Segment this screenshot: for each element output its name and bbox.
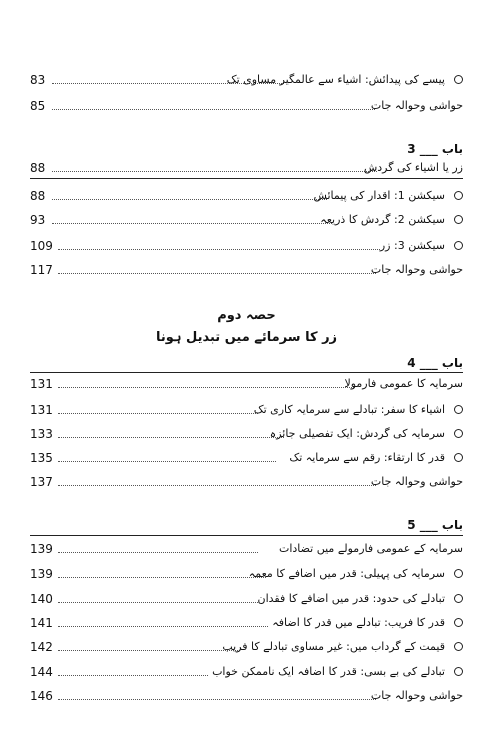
bullet-icon — [454, 618, 463, 627]
page-number: 117 — [30, 263, 53, 277]
entry-title: تبادلے کی بے بسی: قدر کا اضافہ ایک ناممکن خواب — [212, 665, 445, 678]
dot-leader — [58, 577, 266, 578]
page-number: 88 — [30, 189, 46, 203]
bullet-icon — [454, 429, 463, 438]
dot-leader — [58, 699, 376, 700]
toc-entry[interactable] — [30, 260, 463, 280]
entry-title: قدر کا ارتقاء: رقم سے سرمایہ تک — [289, 451, 445, 464]
entry-title: قدر کا فریب: تبادلے میں قدر کا اضافہ — [272, 616, 445, 629]
toc-entry[interactable] — [30, 589, 463, 609]
chapter-heading: باب ___ 3 — [407, 142, 463, 156]
dot-leader — [52, 199, 327, 200]
bullet-icon — [454, 241, 463, 250]
entry-title: حواشی وحوالہ جات — [370, 99, 463, 112]
dot-leader — [58, 485, 376, 486]
toc-entry[interactable] — [30, 613, 463, 633]
toc-entry[interactable] — [30, 236, 463, 256]
entry-title: سیکشن 2: گردش کا ذریعہ — [320, 213, 445, 226]
part-label: حصہ دوم — [217, 308, 276, 323]
dot-leader — [58, 626, 268, 627]
toc-entry[interactable] — [30, 96, 463, 116]
bullet-icon — [454, 453, 463, 462]
page-number: 109 — [30, 239, 53, 253]
divider — [30, 535, 463, 536]
dot-leader — [58, 650, 238, 651]
dot-leader — [58, 387, 354, 388]
dot-leader — [58, 675, 208, 676]
entry-title: حواشی وحوالہ جات — [370, 263, 463, 276]
toc-entry[interactable] — [30, 400, 463, 420]
entry-title: سرمایہ کی پہیلی: قدر میں اضافے کا معمہ — [248, 567, 445, 580]
page-number: 141 — [30, 616, 53, 630]
dot-leader — [58, 249, 380, 250]
toc-entry[interactable] — [30, 424, 463, 444]
toc-entry[interactable] — [30, 448, 463, 468]
page-number: 88 — [30, 161, 46, 175]
toc-entry[interactable] — [30, 374, 463, 394]
page-number: 139 — [30, 567, 53, 581]
dot-leader — [58, 273, 376, 274]
toc-entry[interactable] — [30, 637, 463, 657]
page-number: 140 — [30, 592, 53, 606]
entry-title: پیسے کی پیدائش: اشیاء سے عالمگیر مساوی تک — [226, 73, 445, 86]
toc-entry[interactable] — [30, 539, 463, 559]
toc-entry[interactable] — [30, 686, 463, 706]
toc-entry[interactable] — [30, 662, 463, 682]
toc-entry[interactable] — [30, 158, 463, 178]
toc-entry[interactable] — [30, 210, 463, 230]
divider — [30, 372, 463, 373]
dot-leader — [58, 437, 284, 438]
page-number: 137 — [30, 475, 53, 489]
page-number: 146 — [30, 689, 53, 703]
bullet-icon — [454, 667, 463, 676]
entry-title: سیکشن 1: اقدار کی پیمائش — [313, 189, 445, 202]
page-number: 133 — [30, 427, 53, 441]
divider — [30, 178, 463, 179]
bullet-icon — [454, 569, 463, 578]
entry-title: زر یا اشیاء کی گردش — [363, 161, 463, 174]
page-number: 85 — [30, 99, 46, 113]
dot-leader — [58, 552, 258, 553]
entry-title: حواشی وحوالہ جات — [370, 689, 463, 702]
part-title: زر کا سرمائے میں تبدیل ہونا — [155, 330, 338, 345]
entry-title: حواشی وحوالہ جات — [370, 475, 463, 488]
dot-leader — [52, 109, 375, 110]
entry-title: سیکشن 3: زر — [379, 239, 445, 252]
page-number: 131 — [30, 377, 53, 391]
dot-leader — [58, 461, 276, 462]
toc-entry[interactable] — [30, 186, 463, 206]
dot-leader — [58, 413, 258, 414]
entry-title: سرمایہ کا عمومی فارمولا — [344, 377, 463, 390]
entry-title: اشیاء کا سفر: تبادلے سے سرمایہ کاری تک — [253, 403, 445, 416]
chapter-heading: باب ___ 4 — [407, 356, 463, 370]
entry-title: قیمت کے گرداب میں: غیر مساوی تبادلے کا فریب — [222, 640, 445, 653]
dot-leader — [52, 171, 377, 172]
page-number: 142 — [30, 640, 53, 654]
bullet-icon — [454, 405, 463, 414]
page-number: 83 — [30, 73, 46, 87]
chapter-heading: باب ___ 5 — [407, 518, 463, 532]
bullet-icon — [454, 75, 463, 84]
page-number: 144 — [30, 665, 53, 679]
page-number: 131 — [30, 403, 53, 417]
dot-leader — [58, 602, 258, 603]
toc-entry[interactable] — [30, 70, 463, 90]
page-number: 93 — [30, 213, 46, 227]
toc-entry[interactable] — [30, 564, 463, 584]
entry-title: سرمایہ کے عمومی فارمولے میں تضادات — [278, 542, 463, 555]
page-number: 139 — [30, 542, 53, 556]
bullet-icon — [454, 215, 463, 224]
entry-title: تبادلے کی حدود: قدر میں اضافے کا فقدان — [257, 592, 445, 605]
dot-leader — [52, 223, 332, 224]
bullet-icon — [454, 594, 463, 603]
bullet-icon — [454, 191, 463, 200]
entry-title: سرمایہ کی گردش: ایک تفصیلی جائزہ — [269, 427, 445, 440]
bullet-icon — [454, 642, 463, 651]
page-number: 135 — [30, 451, 53, 465]
toc-entry[interactable] — [30, 472, 463, 492]
